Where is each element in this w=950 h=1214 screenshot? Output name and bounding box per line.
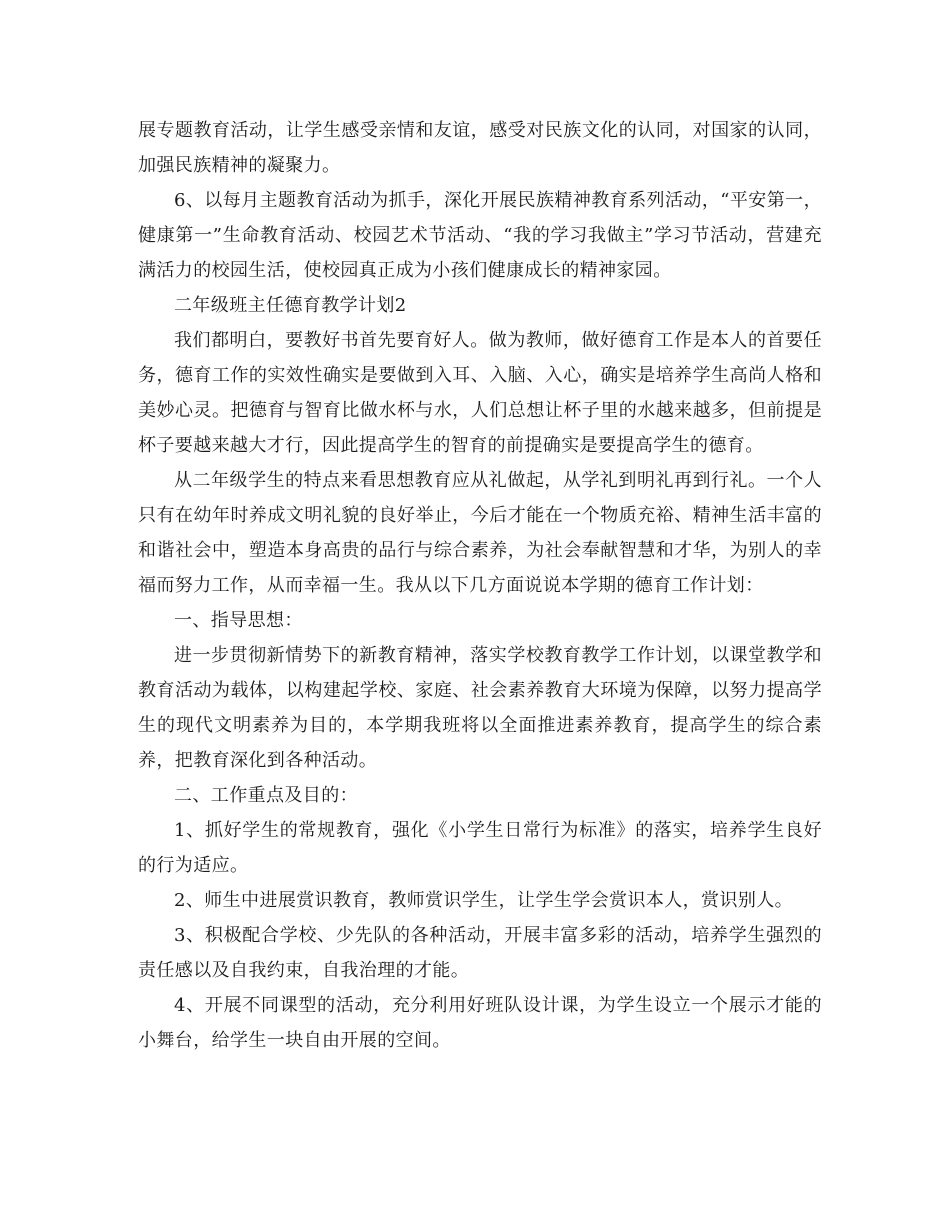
section-title: 二年级班主任德育教学计划2 — [174, 295, 407, 316]
document-body — [138, 113, 822, 1058]
paragraph-intro: 我们都明白，要教好书首先要育好人。做为教师，做好德育工作是本人的首要任务，德育工作的实效性确实是要做到入耳、入脑、入心，确实是培养学生高尚人格和美妙心灵。把德育与智育比做水杯与水，人们总想让杯子里的水越来越多，但前提是杯子要越来越大才行，因此提高学生的智育的前提确实是要提高学生的德育。 — [138, 330, 822, 456]
paragraph-guiding-thought: 进一步贯彻新情势下的新教育精神，落实学校教育教学工作计划，以课堂教学和教育活动为载体，以构建起学校、家庭、社会素养教育大环境为保障，以努力提高学生的现代文明素养为目的，本学期我班将以全面推进素养教育，提高学生的综合素养，把教育深化到各种活动。 — [138, 645, 822, 771]
paragraph-point-2: 2、师生中进展赏识教育，教师赏识学生，让学生学会赏识本人，赏识别人。 — [174, 890, 794, 911]
paragraph-grade-two: 从二年级学生的特点来看思想教育应从礼做起，从学礼到明礼再到行礼。一个人只有在幼年时养成文明礼貌的良好举止，今后才能在一个物质充裕、精神生活丰富的和谐社会中，塑造本身高贵的品行与综合素养，为社会奉献智慧和才华，为别人的幸福而努力工作，从而幸福一生。我从以下几方面说说本学期的德育工作计划： — [138, 470, 822, 596]
heading-guiding-thought: 一、指导思想： — [174, 610, 303, 631]
paragraph-point-4: 4、开展不同课型的活动，充分利用好班队设计课，为学生设立一个展示才能的小舞台，给学生一块自由开展的空间。 — [138, 995, 822, 1051]
paragraph-continued: 展专题教育活动，让学生感受亲情和友谊，感受对民族文化的认同，对国家的认同，加强民族精神的凝聚力。 — [138, 120, 822, 176]
paragraph-point-1: 1、抓好学生的常规教育，强化《小学生日常行为标准》的落实，培养学生良好的行为适应。 — [138, 820, 822, 876]
paragraph-item-6: 6、以每月主题教育活动为抓手，深化开展民族精神教育系列活动，“平安第一，健康第一”生命教育活动、校园艺术节活动、“我的学习我做主”学习节活动，营建充满活力的校园生活，使校园真正成为小孩们健康成长的精神家园。 — [138, 190, 822, 281]
paragraph-point-3: 3、积极配合学校、少先队的各种活动，开展丰富多彩的活动，培养学生强烈的责任感以及自我约束，自我治理的才能。 — [138, 925, 822, 981]
heading-work-focus: 二、工作重点及目的： — [174, 785, 358, 806]
